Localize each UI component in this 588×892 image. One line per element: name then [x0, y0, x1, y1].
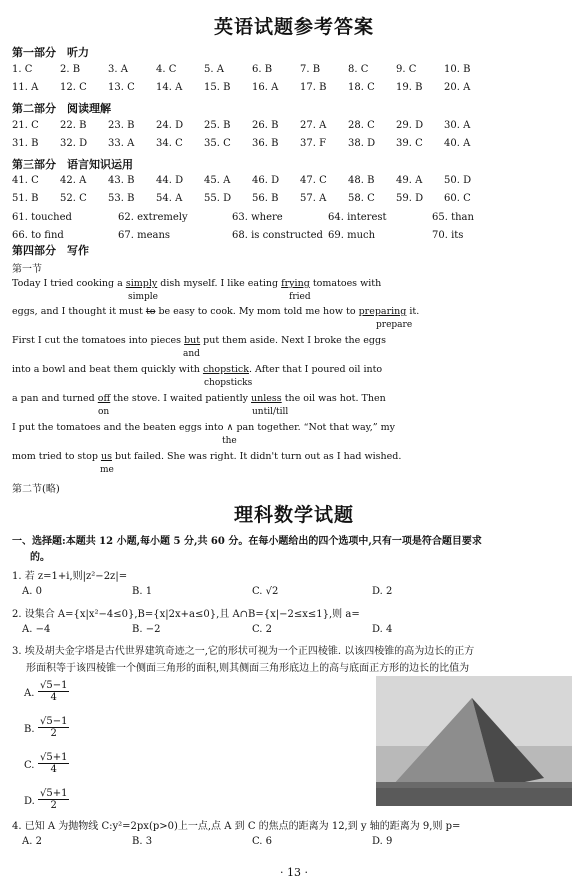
question-2: 2. 设集合 A={x|x²−4≤0},B={x|2x+a≤0},且 A∩B={x|−2≤x≤1},则 a=	[12, 609, 360, 620]
fill-row-2	[12, 230, 582, 244]
question-4-options	[12, 836, 582, 850]
fill-answer: 66. to find	[12, 230, 64, 241]
fraction-denominator: 4	[50, 764, 57, 775]
answer-cell: 12. C	[60, 82, 87, 93]
answer-cell: 59. D	[396, 193, 424, 204]
answer-option: C. 2	[252, 624, 273, 635]
pyramid-photo	[376, 676, 572, 806]
answer-cell: 41. C	[12, 175, 39, 186]
part1-heading: 第一部分 听力	[12, 46, 89, 59]
answer-cell: 19. B	[396, 82, 423, 93]
answer-cell: 14. A	[156, 82, 183, 93]
answer-cell: 8. C	[348, 64, 369, 75]
answer-cell: 10. B	[444, 64, 471, 75]
essay-line-7: mom tried to stop us but failed. She was right. It didn't turn out as I had wished.	[12, 451, 402, 462]
essay-line-4: into a bowl and beat them quickly with chopstick. After that I poured oil into	[12, 364, 383, 375]
answer-cell: 2. B	[60, 64, 81, 75]
fill-answer: 64. interest	[328, 212, 387, 223]
answer-cell: 46. D	[252, 175, 280, 186]
part4-heading: 第四部分 写作	[12, 244, 89, 257]
part3-row-2	[12, 193, 582, 207]
essay-line-5: a pan and turned off the stove. I waited patiently unless the oil was hot. Then	[12, 393, 386, 404]
answer-cell: 58. C	[348, 193, 375, 204]
question-3-cont: 形面积等于该四棱锥一个侧面三角形的面积,则其侧面三角形底边上的高与底面正方形的边长的比值为	[26, 663, 470, 674]
fill-answer: 67. means	[118, 230, 171, 241]
answer-cell: 5. A	[204, 64, 224, 75]
question-intro: 一、选择题:本题共 12 小题,每小题 5 分,共 60 分。在每小题给出的四个选项中,只有一项是符合题目要求	[12, 536, 482, 547]
answer-cell: 45. A	[204, 175, 231, 186]
answer-cell: 54. A	[156, 193, 183, 204]
correction: the	[222, 436, 237, 446]
part3-row-1	[12, 175, 582, 189]
answer-cell: 29. D	[396, 120, 424, 131]
answer-cell: 56. B	[252, 193, 279, 204]
essay-line-2: eggs, and I thought it must to be easy to cook. My mom told me how to preparing it.	[12, 306, 420, 317]
answer-option: A. 0	[22, 586, 42, 597]
fill-answer: 63. where	[232, 212, 283, 223]
fraction-numerator: √5+1	[40, 752, 68, 763]
fraction-denominator: 2	[50, 800, 57, 811]
correction: simple	[128, 292, 158, 302]
page-number: · 13 ·	[280, 866, 308, 879]
answer-cell: 26. B	[252, 120, 279, 131]
answer-cell: 1. C	[12, 64, 33, 75]
answer-cell: 60. C	[444, 193, 471, 204]
answer-cell: 50. D	[444, 175, 472, 186]
part3-heading: 第三部分 语言知识运用	[12, 158, 133, 171]
answer-option: A. −4	[22, 624, 51, 635]
answer-cell: 34. C	[156, 138, 183, 149]
fill-answer: 61. touched	[12, 212, 72, 223]
answer-cell: 49. A	[396, 175, 423, 186]
answer-cell: 15. B	[204, 82, 231, 93]
correction: until/till	[252, 407, 289, 417]
essay-line-6: I put the tomatoes and the beaten eggs into ∧ pan together. “Not that way,” my	[12, 422, 395, 433]
answer-option: B. 3	[132, 836, 153, 847]
answer-option: B. −2	[132, 624, 161, 635]
option-label: C.	[24, 760, 35, 771]
answer-cell: 20. A	[444, 82, 471, 93]
answer-cell: 4. C	[156, 64, 177, 75]
answer-cell: 38. D	[348, 138, 376, 149]
essay-line-3: First I cut the tomatoes into pieces but put them aside. Next I broke the eggs	[12, 335, 386, 346]
answer-option: D. 2	[372, 586, 393, 597]
answer-cell: 21. C	[12, 120, 39, 131]
fraction-denominator: 4	[50, 692, 57, 703]
fill-answer: 69. much	[328, 230, 376, 241]
answer-cell: 9. C	[396, 64, 417, 75]
answer-cell: 37. F	[300, 138, 327, 149]
answer-cell: 11. A	[12, 82, 39, 93]
answer-cell: 43. B	[108, 175, 135, 186]
answer-option: B. 1	[132, 586, 153, 597]
fraction-numerator: √5−1	[40, 716, 68, 727]
answer-cell: 24. D	[156, 120, 184, 131]
answer-cell: 35. C	[204, 138, 231, 149]
answer-option: C. √2	[252, 586, 279, 597]
part1-row-1	[12, 64, 582, 78]
fraction-numerator: √5−1	[40, 680, 68, 691]
correction: chopsticks	[204, 378, 253, 388]
fraction-option	[38, 716, 69, 739]
answer-cell: 57. A	[300, 193, 327, 204]
fill-answer: 70. its	[432, 230, 464, 241]
fraction-option	[38, 788, 69, 811]
option-label: D.	[24, 796, 35, 807]
essay-line-1: Today I tried cooking a simply dish myself. I like eating frying tomatoes with	[12, 278, 382, 289]
fraction-denominator: 2	[50, 728, 57, 739]
answer-cell: 22. B	[60, 120, 87, 131]
answer-cell: 33. A	[108, 138, 135, 149]
answer-cell: 23. B	[108, 120, 135, 131]
answer-cell: 17. B	[300, 82, 327, 93]
answer-cell: 16. A	[252, 82, 279, 93]
answer-cell: 52. C	[60, 193, 87, 204]
correction: fried	[289, 292, 311, 302]
section1-heading: 第一节	[12, 264, 42, 275]
fraction-numerator: √5+1	[40, 788, 68, 799]
fill-answer: 68. is constructed	[232, 230, 323, 241]
answer-cell: 55. D	[204, 193, 232, 204]
answer-option: D. 9	[372, 836, 393, 847]
option-label: A.	[24, 688, 35, 699]
answer-cell: 42. A	[60, 175, 87, 186]
fill-row-1	[12, 212, 582, 226]
answer-cell: 18. C	[348, 82, 375, 93]
correction: prepare	[376, 320, 413, 330]
pyramid-image	[376, 676, 572, 806]
question-1-options	[12, 586, 582, 600]
answer-cell: 6. B	[252, 64, 273, 75]
part1-row-2	[12, 82, 582, 96]
answer-cell: 31. B	[12, 138, 39, 149]
answer-cell: 7. B	[300, 64, 321, 75]
answer-option: A. 2	[22, 836, 42, 847]
option-label: B.	[24, 724, 35, 735]
correction: and	[183, 349, 200, 359]
answer-cell: 47. C	[300, 175, 327, 186]
question-2-options	[12, 624, 582, 638]
english-answers-title: 英语试题参考答案	[213, 16, 374, 38]
fill-answer: 62. extremely	[118, 212, 188, 223]
question-3: 3. 埃及胡夫金字塔是古代世界建筑奇迹之一,它的形状可视为一个正四棱锥. 以该四棱锥的高为边长的正方	[12, 646, 475, 657]
answer-cell: 27. A	[300, 120, 327, 131]
question-4: 4. 已知 A 为抛物线 C:y²=2px(p>0)上一点,点 A 到 C 的焦点的距离为 12,到 y 轴的距离为 9,则 p=	[12, 821, 461, 832]
answer-cell: 44. D	[156, 175, 184, 186]
fill-answer: 65. than	[432, 212, 474, 223]
answer-cell: 53. B	[108, 193, 135, 204]
fraction-option	[38, 752, 69, 775]
answer-cell: 32. D	[60, 138, 88, 149]
question-intro-cont: 的。	[30, 552, 50, 563]
answer-cell: 39. C	[396, 138, 423, 149]
answer-cell: 36. B	[252, 138, 279, 149]
math-title: 理科数学试题	[233, 504, 354, 526]
question-1: 1. 若 z=1+i,则|z²−2z|=	[12, 571, 128, 582]
answer-option: C. 6	[252, 836, 273, 847]
answer-option: D. 4	[372, 624, 393, 635]
fraction-option	[38, 680, 69, 703]
section2-heading: 第二节(略)	[12, 484, 60, 495]
answer-cell: 28. C	[348, 120, 375, 131]
answer-cell: 30. A	[444, 120, 471, 131]
answer-cell: 40. A	[444, 138, 471, 149]
answer-cell: 25. B	[204, 120, 231, 131]
answer-cell: 13. C	[108, 82, 135, 93]
part2-heading: 第二部分 阅读理解	[12, 102, 111, 115]
answer-cell: 3. A	[108, 64, 128, 75]
correction: me	[100, 465, 114, 475]
part2-row-1	[12, 120, 582, 134]
answer-cell: 51. B	[12, 193, 39, 204]
correction: on	[98, 407, 110, 417]
answer-cell: 48. B	[348, 175, 375, 186]
part2-row-2	[12, 138, 582, 152]
